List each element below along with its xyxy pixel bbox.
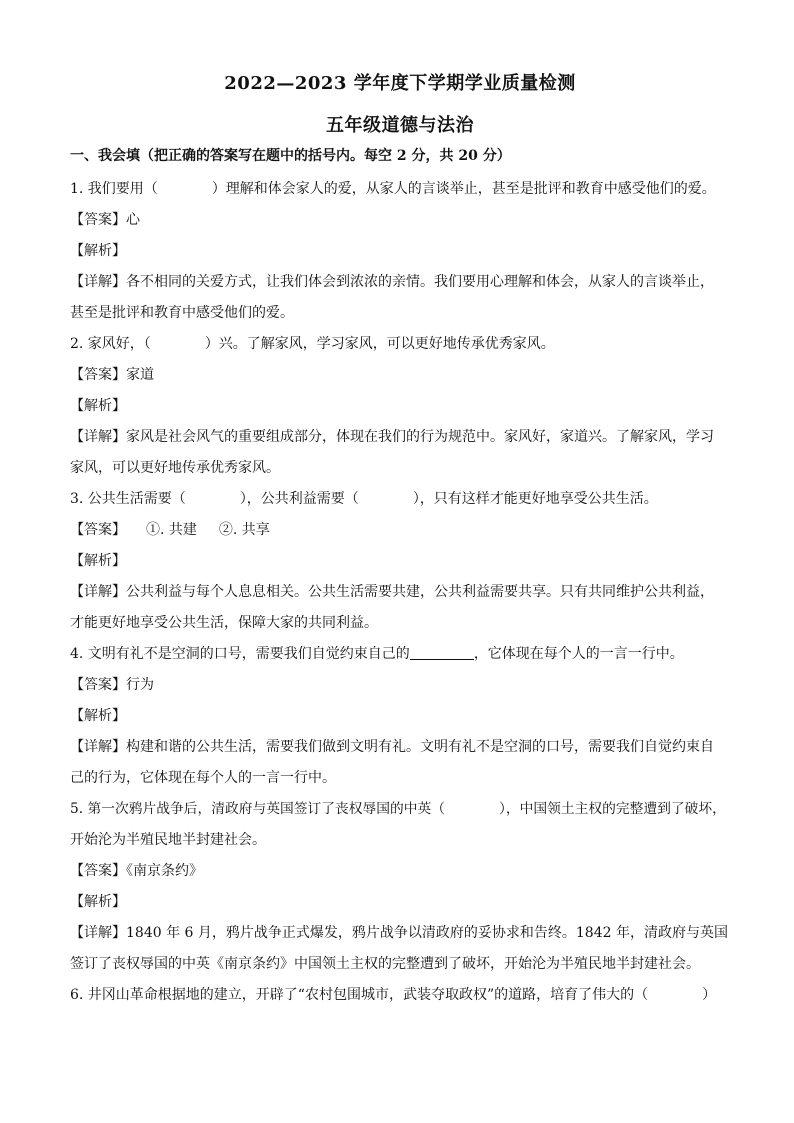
analysis-label: 【解析】 [70, 894, 126, 910]
detail-row-5: 【详解】1840 年 6 月，鸦片战争正式爆发，鸦片战争以清政府的妥协求和告终。1842 年，清政府与英国 [70, 925, 728, 941]
answer-label: 【答案】 [70, 367, 126, 383]
analysis-row-4 [70, 701, 730, 732]
document-title: 2022—2023 学年度下学期学业质量检测 [224, 73, 576, 94]
detail-label: 【详解】 [70, 925, 126, 941]
answer-label: 【答案】 [70, 522, 126, 538]
answer-row-4 [70, 670, 730, 701]
question-1: 1. 我们要用（ ）理解和体会家人的爱，从家人的言谈举止，甚至是批评和教育中感受他们的爱。 [70, 181, 716, 197]
analysis-row-1 [70, 236, 730, 267]
answer-label: 【答案】 [70, 212, 126, 228]
detail-label: 【详解】 [70, 429, 126, 445]
detail-row-4-cont: 己的行为，它体现在每个人的一言一行中。 [70, 770, 336, 786]
answer-row-1 [70, 205, 730, 236]
document-page [70, 72, 730, 1011]
answer-text: ①. 共建 [146, 522, 197, 538]
detail-row-4: 【详解】构建和谐的公共生活，需要我们做到文明有礼。文明有礼不是空洞的口号，需要我们自觉约束自 [70, 739, 714, 755]
question-5-cont: 开始沦为半殖民地半封建社会。 [70, 832, 266, 848]
answer-label: 【答案】 [70, 863, 126, 879]
detail-row-5-cont: 签订了丧权辱国的中英《南京条约》中国领土主权的完整遭到了破坏，开始沦为半殖民地半封建社会。 [70, 956, 700, 972]
detail-row-3-cont: 才能更好地享受公共生活，保障大家的共同利益。 [70, 615, 378, 631]
answer-text: 家道 [126, 367, 154, 383]
analysis-row-2 [70, 391, 730, 422]
answer-text: 行为 [126, 677, 154, 693]
answer-row-2 [70, 360, 730, 391]
detail-label: 【详解】 [70, 739, 126, 755]
analysis-label: 【解析】 [70, 553, 126, 569]
answer-text: 心 [126, 212, 140, 228]
detail-row-2-cont: 家风，可以更好地传承优秀家风。 [70, 460, 280, 476]
answer-underline [410, 645, 474, 660]
answer-row-5 [70, 856, 730, 887]
section-heading: 一、我会填（把正确的答案写在题中的括号内。每空 2 分，共 20 分） [70, 148, 511, 164]
detail-label: 【详解】 [70, 274, 126, 290]
question-5: 5. 第一次鸦片战争后，清政府与英国签订了丧权辱国的中英（ ），中国领土主权的完整遭到了破坏， [70, 801, 726, 817]
analysis-row-3 [70, 546, 730, 577]
detail-row-2: 【详解】家风是社会风气的重要组成部分，体现在我们的行为规范中。家风好，家道兴。了解家风，学习 [70, 429, 714, 445]
answer-text: 《南京条约》 [126, 863, 203, 879]
analysis-label: 【解析】 [70, 708, 126, 724]
analysis-label: 【解析】 [70, 398, 126, 414]
detail-row-3: 【详解】公共利益与每个人息息相关。公共生活需要共建，公共利益需要共享。只有共同维护公共利益， [70, 584, 714, 600]
question-3: 3. 公共生活需要（ ），公共利益需要（ ），只有这样才能更好地享受公共生活。 [70, 491, 658, 507]
question-4: 4. 文明有礼不是空洞的口号，需要我们自觉约束自己的 ，它体现在每个人的一言一行中。 [70, 646, 684, 662]
question-2: 2. 家风好，（ ）兴。了解家风，学习家风，可以更好地传承优秀家风。 [70, 336, 555, 352]
document-subtitle: 五年级道德与法治 [326, 115, 474, 136]
analysis-label: 【解析】 [70, 243, 126, 259]
answer-text: ②. 共享 [218, 522, 270, 538]
detail-label: 【详解】 [70, 584, 126, 600]
detail-row-1-cont: 甚至是批评和教育中感受他们的爱。 [70, 305, 294, 321]
question-6: 6. 井冈山革命根据地的建立，开辟了“农村包围城市，武装夺取政权”的道路，培育了伟大的（ ） [70, 987, 717, 1003]
answer-label: 【答案】 [70, 677, 126, 693]
detail-row-1: 【详解】各不相同的关爱方式，让我们体会到浓浓的亲情。我们要用心理解和体会，从家人的言谈举止， [70, 274, 714, 290]
analysis-row-5 [70, 887, 730, 918]
answer-row-3 [70, 515, 730, 546]
